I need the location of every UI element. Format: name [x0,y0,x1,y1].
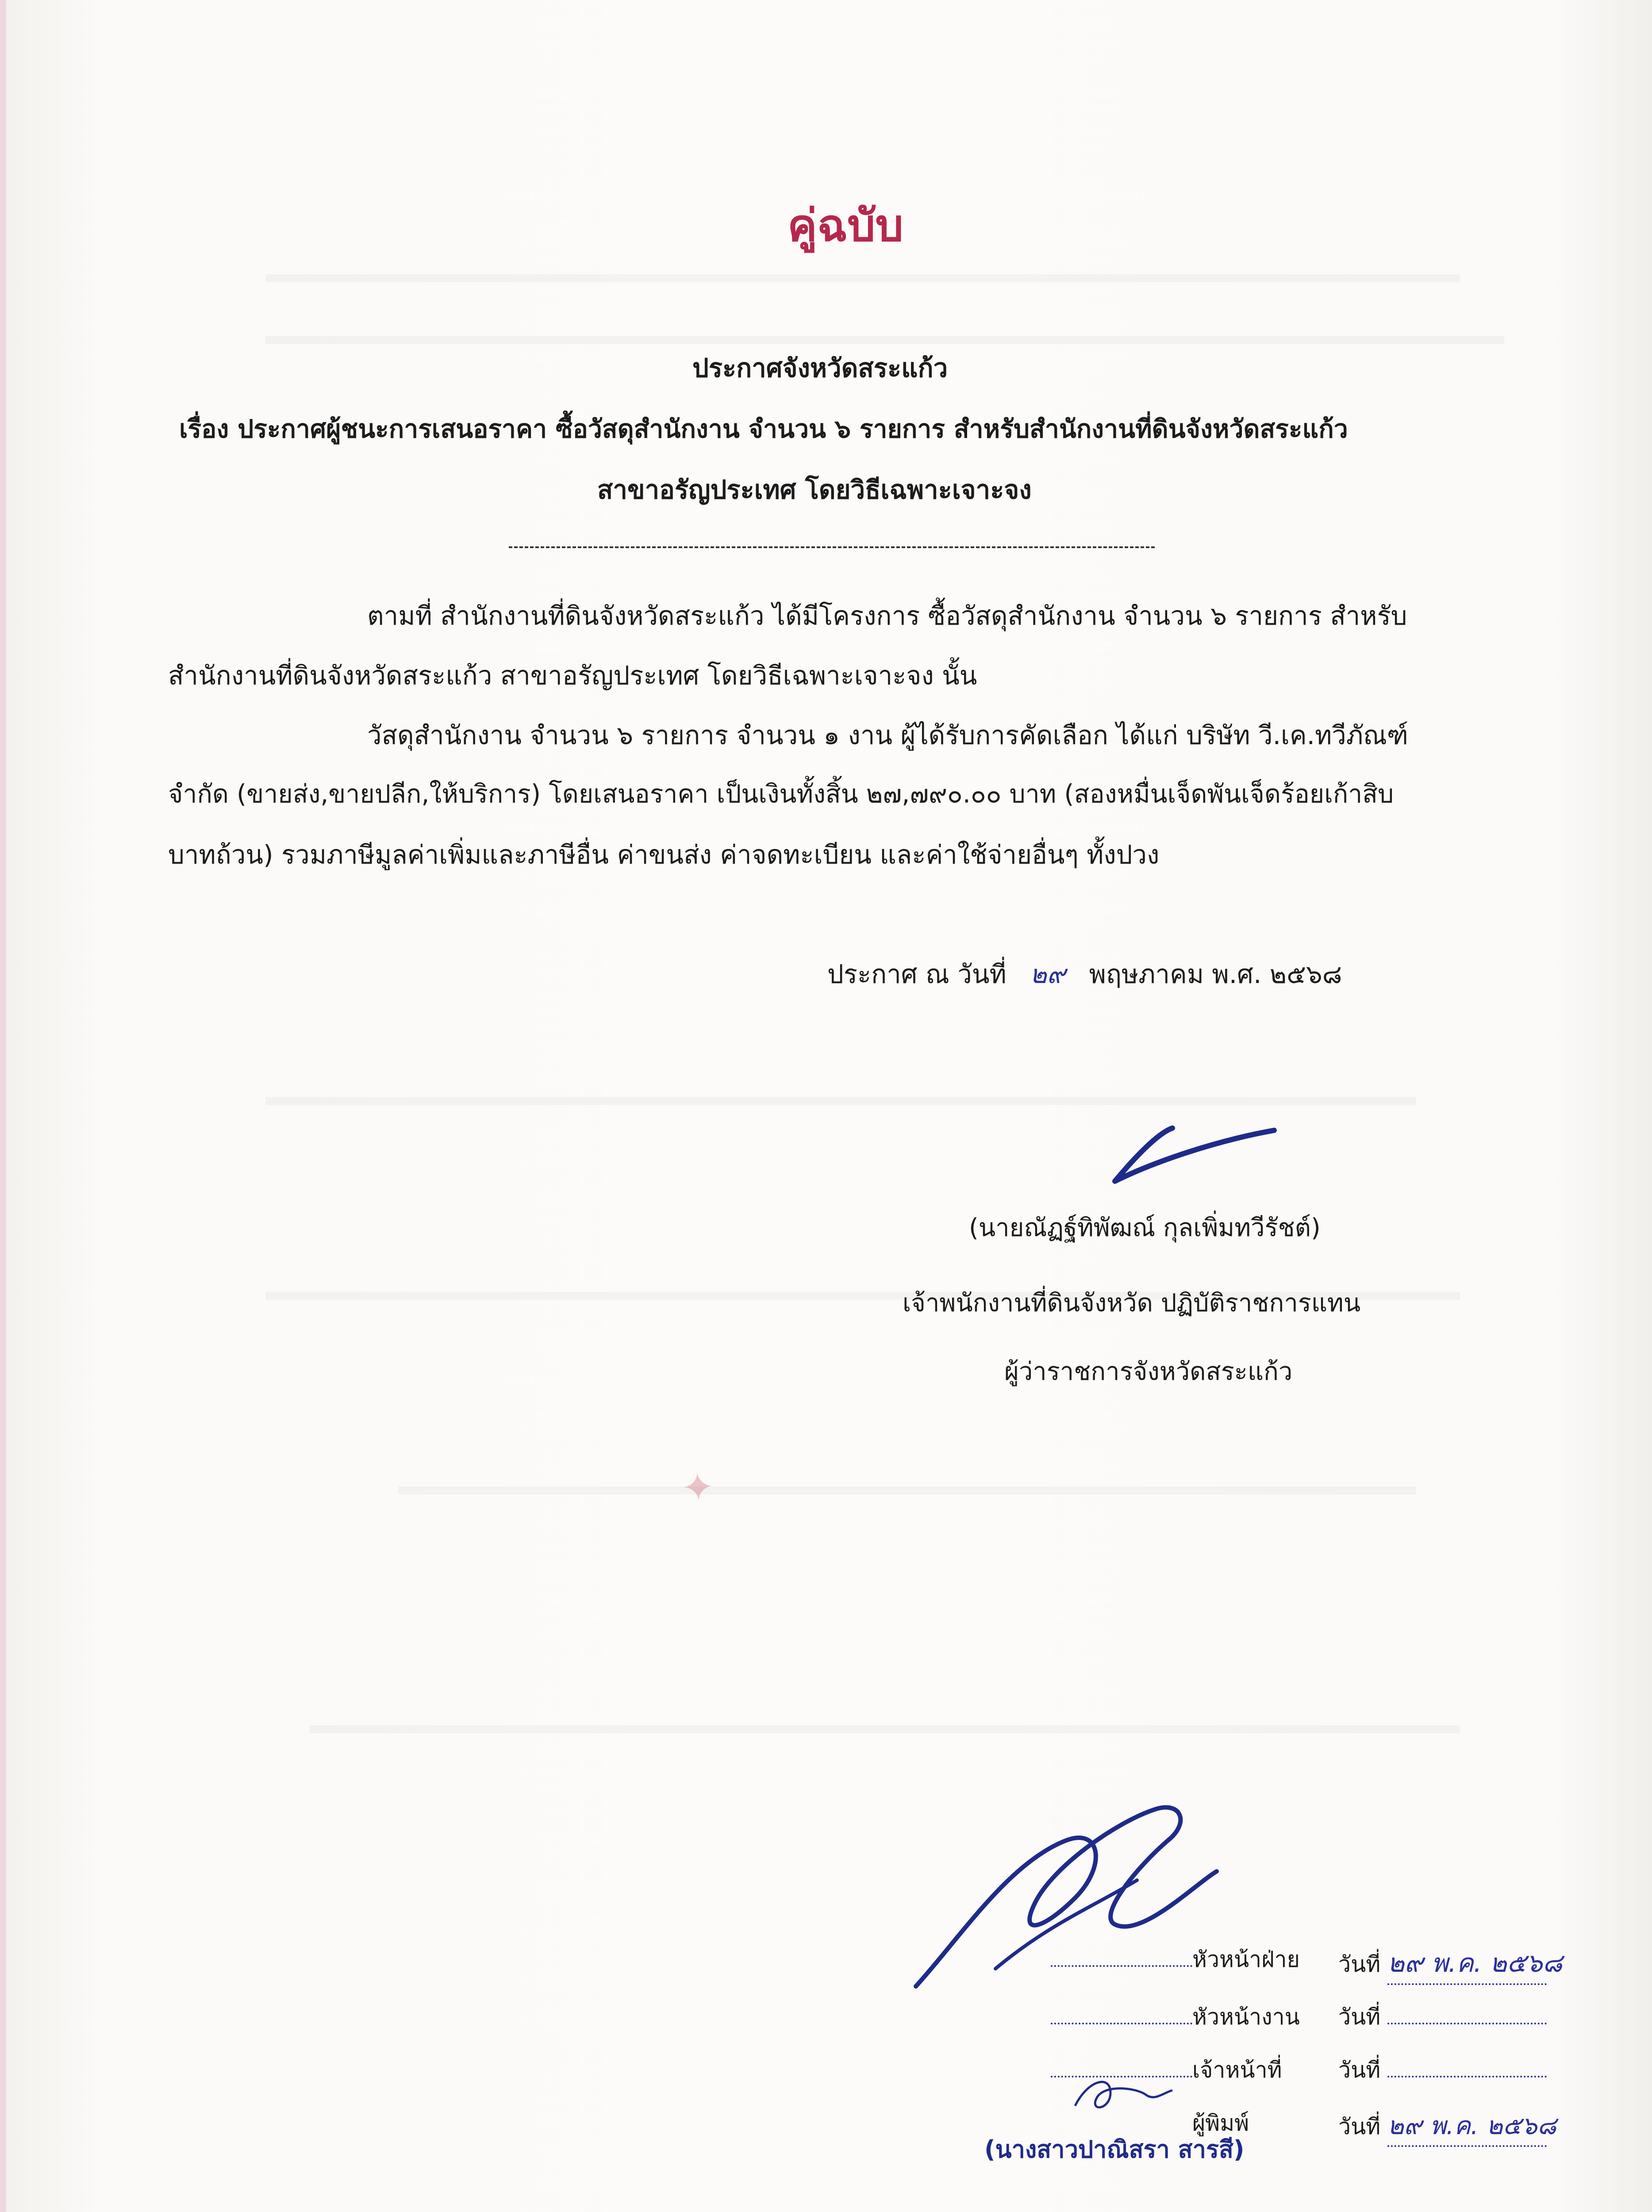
routing-role: ผู้พิมพ์ [1192,2110,1249,2136]
show-through [265,1097,1416,1105]
routing-date-label: วันที่ [1338,2114,1381,2139]
routing-date [1338,2053,1547,2088]
routing-row [1051,1942,1300,1977]
show-through [310,1725,1460,1733]
routing-date-value: ๒๙ พ.ค. ๒๕๖๘ [1387,1942,1547,1985]
routing-row [1051,2000,1300,2035]
routing-role: หัวหน้าฝ่าย [1192,1947,1300,1972]
announcement-prefix: ประกาศ ณ วันที่ [827,959,1007,989]
initial-line [1051,1965,1192,1967]
routing-date [1338,1942,1563,1985]
announcement-day: ๒๙ [1030,959,1066,989]
routing-role: หัวหน้างาน [1192,2004,1300,2030]
routing-date-value [1387,2023,1547,2024]
routing-date [1338,2000,1547,2035]
subject-line-2: สาขาอรัญประเทศ โดยวิธีเฉพาะเจาะจง [597,475,1032,505]
initial-line [1051,2023,1192,2024]
typist-name: (นางสาวปาณิสรา สารสี) [984,2135,1245,2163]
routing-date-label: วันที่ [1338,2057,1381,2083]
routing-date-value [1387,2076,1547,2078]
paragraph-1-line-1: ตามที่ สำนักงานที่ดินจังหวัดสระแก้ว ได้มีโครงการ ซื้อวัสดุสำนักงาน จำนวน ๖ รายการ สำหรับ [367,601,1407,631]
signatory-position-1: เจ้าพนักงานที่ดินจังหวัด ปฏิบัติราชการแทน [903,1289,1361,1317]
show-through [265,336,1504,344]
signatory-position-2: ผู้ว่าราชการจังหวัดสระแก้ว [1004,1357,1293,1386]
show-through [398,1486,1416,1494]
routing-date [1338,2106,1556,2147]
announcement-month-year: พฤษภาคม พ.ศ. ๒๕๖๘ [1089,959,1342,989]
paragraph-2-line-3: บาทถ้วน) รวมภาษีมูลค่าเพิ่มและภาษีอื่น ค่าขนส่ง ค่าจดทะเบียน และค่าใช้จ่ายอื่นๆ ทั้งปวง [168,840,1160,870]
signatory-name: (นายณัฏฐ์ทิพัฒณ์ กุลเพิ่มทวีรัชต์) [969,1214,1321,1242]
page-edge [0,0,6,2212]
routing-date-value: ๒๙ พ.ค. ๒๕๖๘ [1387,2106,1547,2147]
paragraph-2-line-2: จำกัด (ขายส่ง,ขายปลีก,ให้บริการ) โดยเสนอราคา เป็นเงินทั้งสิ้น ๒๗,๗๙๐.๐๐ บาท (สองหมื่นเจ็ดพันเจ็ดร้อยเก้าสิบ [168,780,1394,809]
routing-date-label: วันที่ [1338,2004,1381,2030]
header-divider [509,546,1155,548]
signature-icon [1097,1115,1283,1194]
subject-line-1: เรื่อง ประกาศผู้ชนะการเสนอราคา ซื้อวัสดุสำนักงาน จำนวน ๖ รายการ สำหรับสำนักงานที่ดินจังหวัดสระแก้ว [179,415,1348,444]
announcement-date [827,953,1342,995]
routing-date-label: วันที่ [1338,1951,1381,1977]
routing-role: เจ้าหน้าที่ [1192,2057,1282,2083]
document-title: ประกาศจังหวัดสระแก้ว [692,353,948,383]
show-through [265,274,1460,282]
faint-red-stamp: ✦ [680,1463,716,1512]
paragraph-1-line-2: สำนักงานที่ดินจังหวัดสระแก้ว สาขาอรัญประเทศ โดยวิธีเฉพาะเจาะจง นั้น [168,661,977,691]
copy-stamp: คู่ฉบับ [788,200,903,251]
paragraph-2-line-1: วัสดุสำนักงาน จำนวน ๖ รายการ จำนวน ๑ งาน ผู้ได้รับการคัดเลือก ได้แก่ บริษัท วี.เค.ทวีภัณฑ์ [367,720,1409,750]
